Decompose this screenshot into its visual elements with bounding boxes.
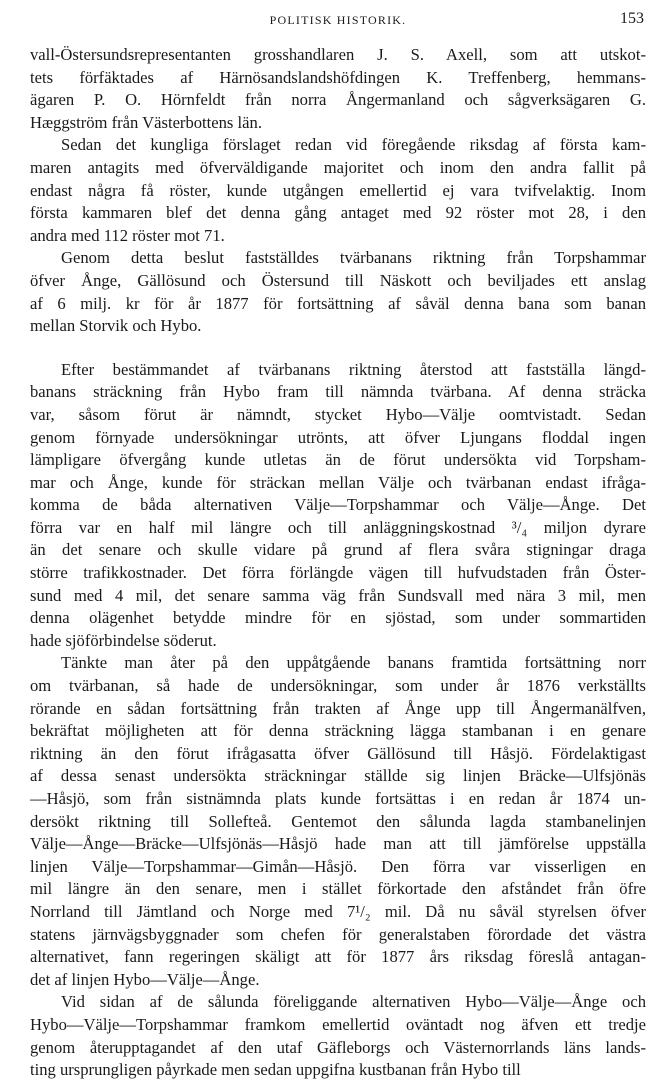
text-line: om tvärbanan, så hade de undersökningar, som under år 1876 verkställts: [30, 676, 646, 696]
text-line: första kammaren blef det denna gång antaget med 92 röster mot 28, i den: [30, 203, 646, 223]
book-page: [30, 10, 646, 1082]
body-text: [30, 44, 646, 1082]
paragraph: [30, 44, 646, 134]
text-line: Norrland till Jämtland och Norge med 7¹/₂ mil. Då nu såväl styrelsen öfver: [30, 901, 646, 921]
text-line: ting ursprungligen påyrkade men sedan uppgifna kustbanan från Hybo till: [30, 1060, 521, 1080]
paragraph: [30, 991, 646, 1081]
text-line: än det senare och skulle vidare på grund af flera svåra stigningar draga: [30, 540, 646, 560]
text-line: Genom detta beslut fastställdes tvärbanans riktning från Torpshammar: [61, 248, 646, 268]
text-line: Sedan det kungliga förslaget redan vid föregående riksdag af första kam-: [61, 135, 646, 155]
text-line: Efter bestämmandet af tvärbanans riktning återstod att fastställa längd-: [61, 359, 646, 379]
text-line: mil längre än den senare, men i stället förkortade den afståndet från öfre: [30, 879, 646, 899]
text-line: var, såsom förut är nämndt, stycket Hybo—Välje oomtvistadt. Sedan: [30, 404, 646, 424]
text-line: det af linjen Hybo—Välje—Ånge.: [30, 969, 260, 989]
text-line: maren antagits med öfverväldigande majoritet och inom den andra fallit på: [30, 157, 646, 177]
text-line: alternativet, fann regeringen skäligt att för 1877 års riksdag föreslå antagan-: [30, 947, 646, 967]
text-line: Hæggström från Västerbottens län.: [30, 112, 262, 132]
text-line: linjen Välje—Torpshammar—Gimån—Håsjö. Den förra var visserligen en: [30, 856, 646, 876]
text-line: hade sjöförbindelse söderut.: [30, 630, 217, 650]
text-line: dersökt riktning till Sollefteå. Gentemot den sålunda lagda stambanelinjen: [30, 811, 646, 831]
text-line: tets förfäktades af Härnösandslandshöfdingen K. Treffenberg, hemmans-: [30, 67, 646, 87]
text-line: Välje—Ånge—Bräcke—Ulfsjönäs—Håsjö hade man att till jämförelse uppställa: [30, 834, 646, 854]
text-line: mellan Storvik och Hybo.: [30, 316, 202, 336]
text-line: förra var en half mil längre och till anläggningskostnad ³/₄ miljon dyrare: [30, 517, 646, 537]
text-line: banans sträckning från Hybo fram till nämnda tvärbana. Af denna sträcka: [30, 382, 646, 402]
text-line: genom återupptagandet af den utaf Gäfleborgs och Västernorrlands läns lands-: [30, 1037, 646, 1057]
text-line: af dessa senast undersökta sträckningar ställde sig linjen Bräcke—Ulfsjönäs: [30, 766, 646, 786]
page-number: 153: [620, 10, 644, 27]
text-line: endast några få röster, kunde utgången emellertid ej vara tvifvelaktig. Inom: [30, 180, 646, 200]
text-line: riktning än den förut ifrågasatta öfver Gällösund till Håsjö. Fördelaktigast: [30, 743, 646, 763]
text-line: af 6 milj. kr för år 1877 för fortsättning af såväl denna bana som banan: [30, 293, 646, 313]
paragraph: [30, 359, 646, 653]
paragraph: [30, 247, 646, 337]
text-line: Tänkte man åter på den uppåtgående banans framtida fortsättning norr: [61, 653, 646, 673]
text-line: lämpligare öfvergång kunde utletas än de förut undersökta vid Torpsham-: [30, 450, 646, 470]
text-line: bekräftat möjligheten att för denna sträckning lägga stambanan i en genare: [30, 721, 646, 741]
text-line: sund med 4 mil, det senare samma väg från Sundsvall med nära 3 mil, men: [30, 585, 646, 605]
text-line: Vid sidan af de sålunda föreliggande alternativen Hybo—Välje—Ånge och: [61, 992, 646, 1012]
text-line: statens järnvägsbyggnader som chefen för generalstaben förordade det västra: [30, 924, 646, 944]
text-line: öfver Ånge, Gällösund och Östersund till Näskott och beviljades ett anslag: [30, 270, 646, 290]
paragraph: [30, 134, 646, 247]
text-line: mar och Ånge, kunde för sträckan mellan Välje och tvärbanan endast ifråga-: [30, 472, 646, 492]
text-line: komma de båda alternativen Välje—Torpshammar och Välje—Ånge. Det: [30, 495, 646, 515]
text-line: ägaren P. O. Hörnfeldt från norra Ångermanland och sågverksägaren G.: [30, 90, 646, 110]
text-line: andra med 112 röster mot 71.: [30, 225, 225, 245]
text-line: genom förnyade undersökningar utrönts, att öfver Ljungans floddal ingen: [30, 427, 646, 447]
text-line: vall-Östersundsrepresentanten grosshandlaren J. S. Axell, som att utskot-: [30, 45, 646, 64]
running-header: [30, 10, 646, 32]
section-break: [30, 338, 646, 359]
text-line: Hybo—Välje—Torpshammar framkom emellertid oväntadt nog äfven ett tredje: [30, 1014, 646, 1034]
text-line: större trafikkostnader. Det förra förlängde vägen till hufvudstaden från Öster-: [30, 563, 646, 583]
running-title: POLITISK HISTORIK.: [269, 13, 407, 27]
text-line: —Håsjö, som från sistnämnda plats kunde fortsättas i en redan år 1874 un-: [30, 789, 646, 808]
text-line: denna olägenhet betydde mindre för en sjöstad, som under sommartiden: [30, 608, 646, 628]
paragraph: [30, 652, 646, 991]
text-line: rörande en sådan fortsättning från trakten af Ånge upp till Ångermanälfven,: [30, 698, 646, 718]
